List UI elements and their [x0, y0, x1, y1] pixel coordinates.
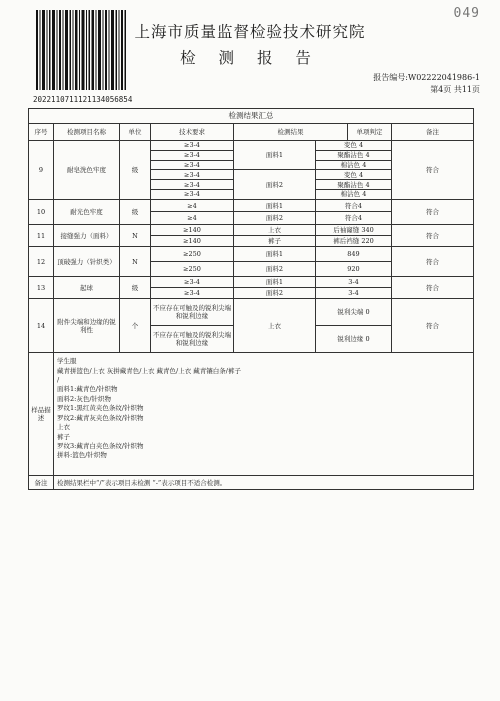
col-header-result: 检测结果: [234, 124, 348, 141]
sample-description: [54, 353, 474, 476]
row-result: 锐利边缘 0: [316, 326, 392, 353]
row-part: 面料2: [234, 262, 316, 277]
institute-name: 上海市质量监督检验技术研究院: [134, 23, 366, 41]
row-verdict: 符合: [392, 225, 474, 247]
row-unit: 级: [120, 141, 151, 200]
sample-label: 样品描述: [29, 353, 54, 476]
row-item: 起球: [54, 277, 120, 299]
col-header-requirement: 技术要求: [151, 124, 234, 141]
row-part: 面料2: [234, 170, 316, 199]
sample-line: 裤子: [57, 432, 70, 441]
table-row: [29, 247, 474, 262]
row-verdict: 符合: [392, 299, 474, 353]
table-row: [29, 225, 474, 236]
sample-line: 面料1:藏青色/针织物: [57, 385, 118, 394]
row-requirement: ≥3-4: [151, 170, 234, 180]
row-requirement: ≥3-4: [151, 150, 234, 160]
row-no: 13: [29, 277, 54, 299]
note-row: [29, 476, 474, 490]
row-result: 3-4: [316, 288, 392, 299]
row-result: 棉沾色 4: [316, 160, 392, 170]
sample-line: 藏青拼篮色/上衣 灰拼藏青色/上衣 藏青色/上衣 藏青镶白条/裤子: [57, 366, 241, 375]
row-unit: 级: [120, 199, 151, 224]
row-requirement: 不应存在可触及的锐利尖端和锐利边缘: [151, 326, 234, 353]
page-info: 第4页 共11页: [430, 85, 480, 94]
row-result: 变色 4: [316, 170, 392, 180]
row-part: 面料1: [234, 199, 316, 212]
row-unit: 个: [120, 299, 151, 353]
sample-line: 上衣: [57, 423, 70, 432]
report-title: 检 测 报 告: [180, 49, 320, 67]
col-header-item: 检测项目名称: [54, 124, 120, 141]
results-table: [28, 108, 474, 490]
row-requirement: ≥3-4: [151, 189, 234, 199]
row-item: 耐皂洗色牢度: [54, 141, 120, 200]
row-requirement: ≥250: [151, 262, 234, 277]
row-no: 11: [29, 225, 54, 247]
table-title: 检测结果汇总: [29, 109, 474, 124]
row-requirement: ≥140: [151, 225, 234, 236]
sample-line: 学生服: [57, 357, 77, 366]
row-result: 棉沾色 4: [316, 189, 392, 199]
row-result: 3-4: [316, 277, 392, 288]
row-verdict: 符合: [392, 141, 474, 200]
row-part: 上衣: [234, 299, 316, 353]
row-result: 变色 4: [316, 141, 392, 151]
row-verdict: 符合: [392, 277, 474, 299]
row-requirement: ≥140: [151, 236, 234, 247]
note-text: 检测结果栏中“/”表示项目未检测 “-”表示项目不适合检测。: [54, 476, 474, 490]
row-unit: N: [120, 225, 151, 247]
row-item: 附件尖端和边缘的锐利性: [54, 299, 120, 353]
row-verdict: 符合: [392, 199, 474, 224]
row-requirement: ≥3-4: [151, 288, 234, 299]
row-result: 符合4: [316, 212, 392, 225]
row-result: 后袖窿缝 340: [316, 225, 392, 236]
row-result: 符合4: [316, 199, 392, 212]
table-row: [29, 299, 474, 326]
row-part: 面料1: [234, 247, 316, 262]
sample-line: 罗纹3:藏青白夹色条纹/针织物: [57, 441, 144, 450]
row-requirement: ≥4: [151, 199, 234, 212]
sample-line: /: [57, 376, 60, 384]
table-row: [29, 277, 474, 288]
barcode-number: 20221107111211340568​54: [33, 95, 133, 104]
row-no: 12: [29, 247, 54, 277]
row-requirement: ≥3-4: [151, 160, 234, 170]
note-label: 备注: [29, 476, 54, 490]
row-item: 顶破强力（针织类）: [54, 247, 120, 277]
col-header-verdict: 单项判定: [348, 124, 392, 141]
col-header-remark: 备注: [392, 124, 474, 141]
row-part: 上衣: [234, 225, 316, 236]
sample-line: 面料2:灰色/针织物: [57, 394, 112, 403]
row-no: 10: [29, 199, 54, 224]
row-requirement: ≥250: [151, 247, 234, 262]
row-no: 9: [29, 141, 54, 200]
row-result: 裤后裆缝 220: [316, 236, 392, 247]
row-result: 920: [316, 262, 392, 277]
col-header-no: 序号: [29, 124, 54, 141]
row-no: 14: [29, 299, 54, 353]
row-requirement: ≥3-4: [151, 277, 234, 288]
sample-line: 罗纹2:藏青灰夹色条纹/针织物: [57, 413, 144, 422]
row-item: 耐光色牢度: [54, 199, 120, 224]
sample-description-row: [29, 353, 474, 476]
row-part: 面料1: [234, 277, 316, 288]
row-requirement: ≥3-4: [151, 141, 234, 151]
row-result: 聚酯沾色 4: [316, 150, 392, 160]
row-verdict: 符合: [392, 247, 474, 277]
row-part: 面料1: [234, 141, 316, 170]
row-item: 接缝强力（面料）: [54, 225, 120, 247]
sample-line: 罗纹1:黑红黄夹色条纹/针织物: [57, 404, 144, 413]
row-requirement: 不应存在可触及的锐利尖端和锐利边缘: [151, 299, 234, 326]
row-result: 锐利尖端 0: [316, 299, 392, 326]
table-row: [29, 199, 474, 212]
corner-page-code: 049: [453, 6, 480, 21]
row-part: 面料2: [234, 212, 316, 225]
col-header-unit: 单位: [120, 124, 151, 141]
table-row: [29, 141, 474, 151]
sample-line: 拼料:篮色/针织物: [57, 451, 107, 460]
row-unit: 级: [120, 277, 151, 299]
row-part: 裤子: [234, 236, 316, 247]
row-requirement: ≥3-4: [151, 180, 234, 190]
report-number: 报告编号:W02222041986-1: [373, 73, 480, 82]
row-result: 聚酯沾色 4: [316, 180, 392, 190]
row-result: 849: [316, 247, 392, 262]
row-requirement: ≥4: [151, 212, 234, 225]
row-unit: N: [120, 247, 151, 277]
row-part: 面料2: [234, 288, 316, 299]
